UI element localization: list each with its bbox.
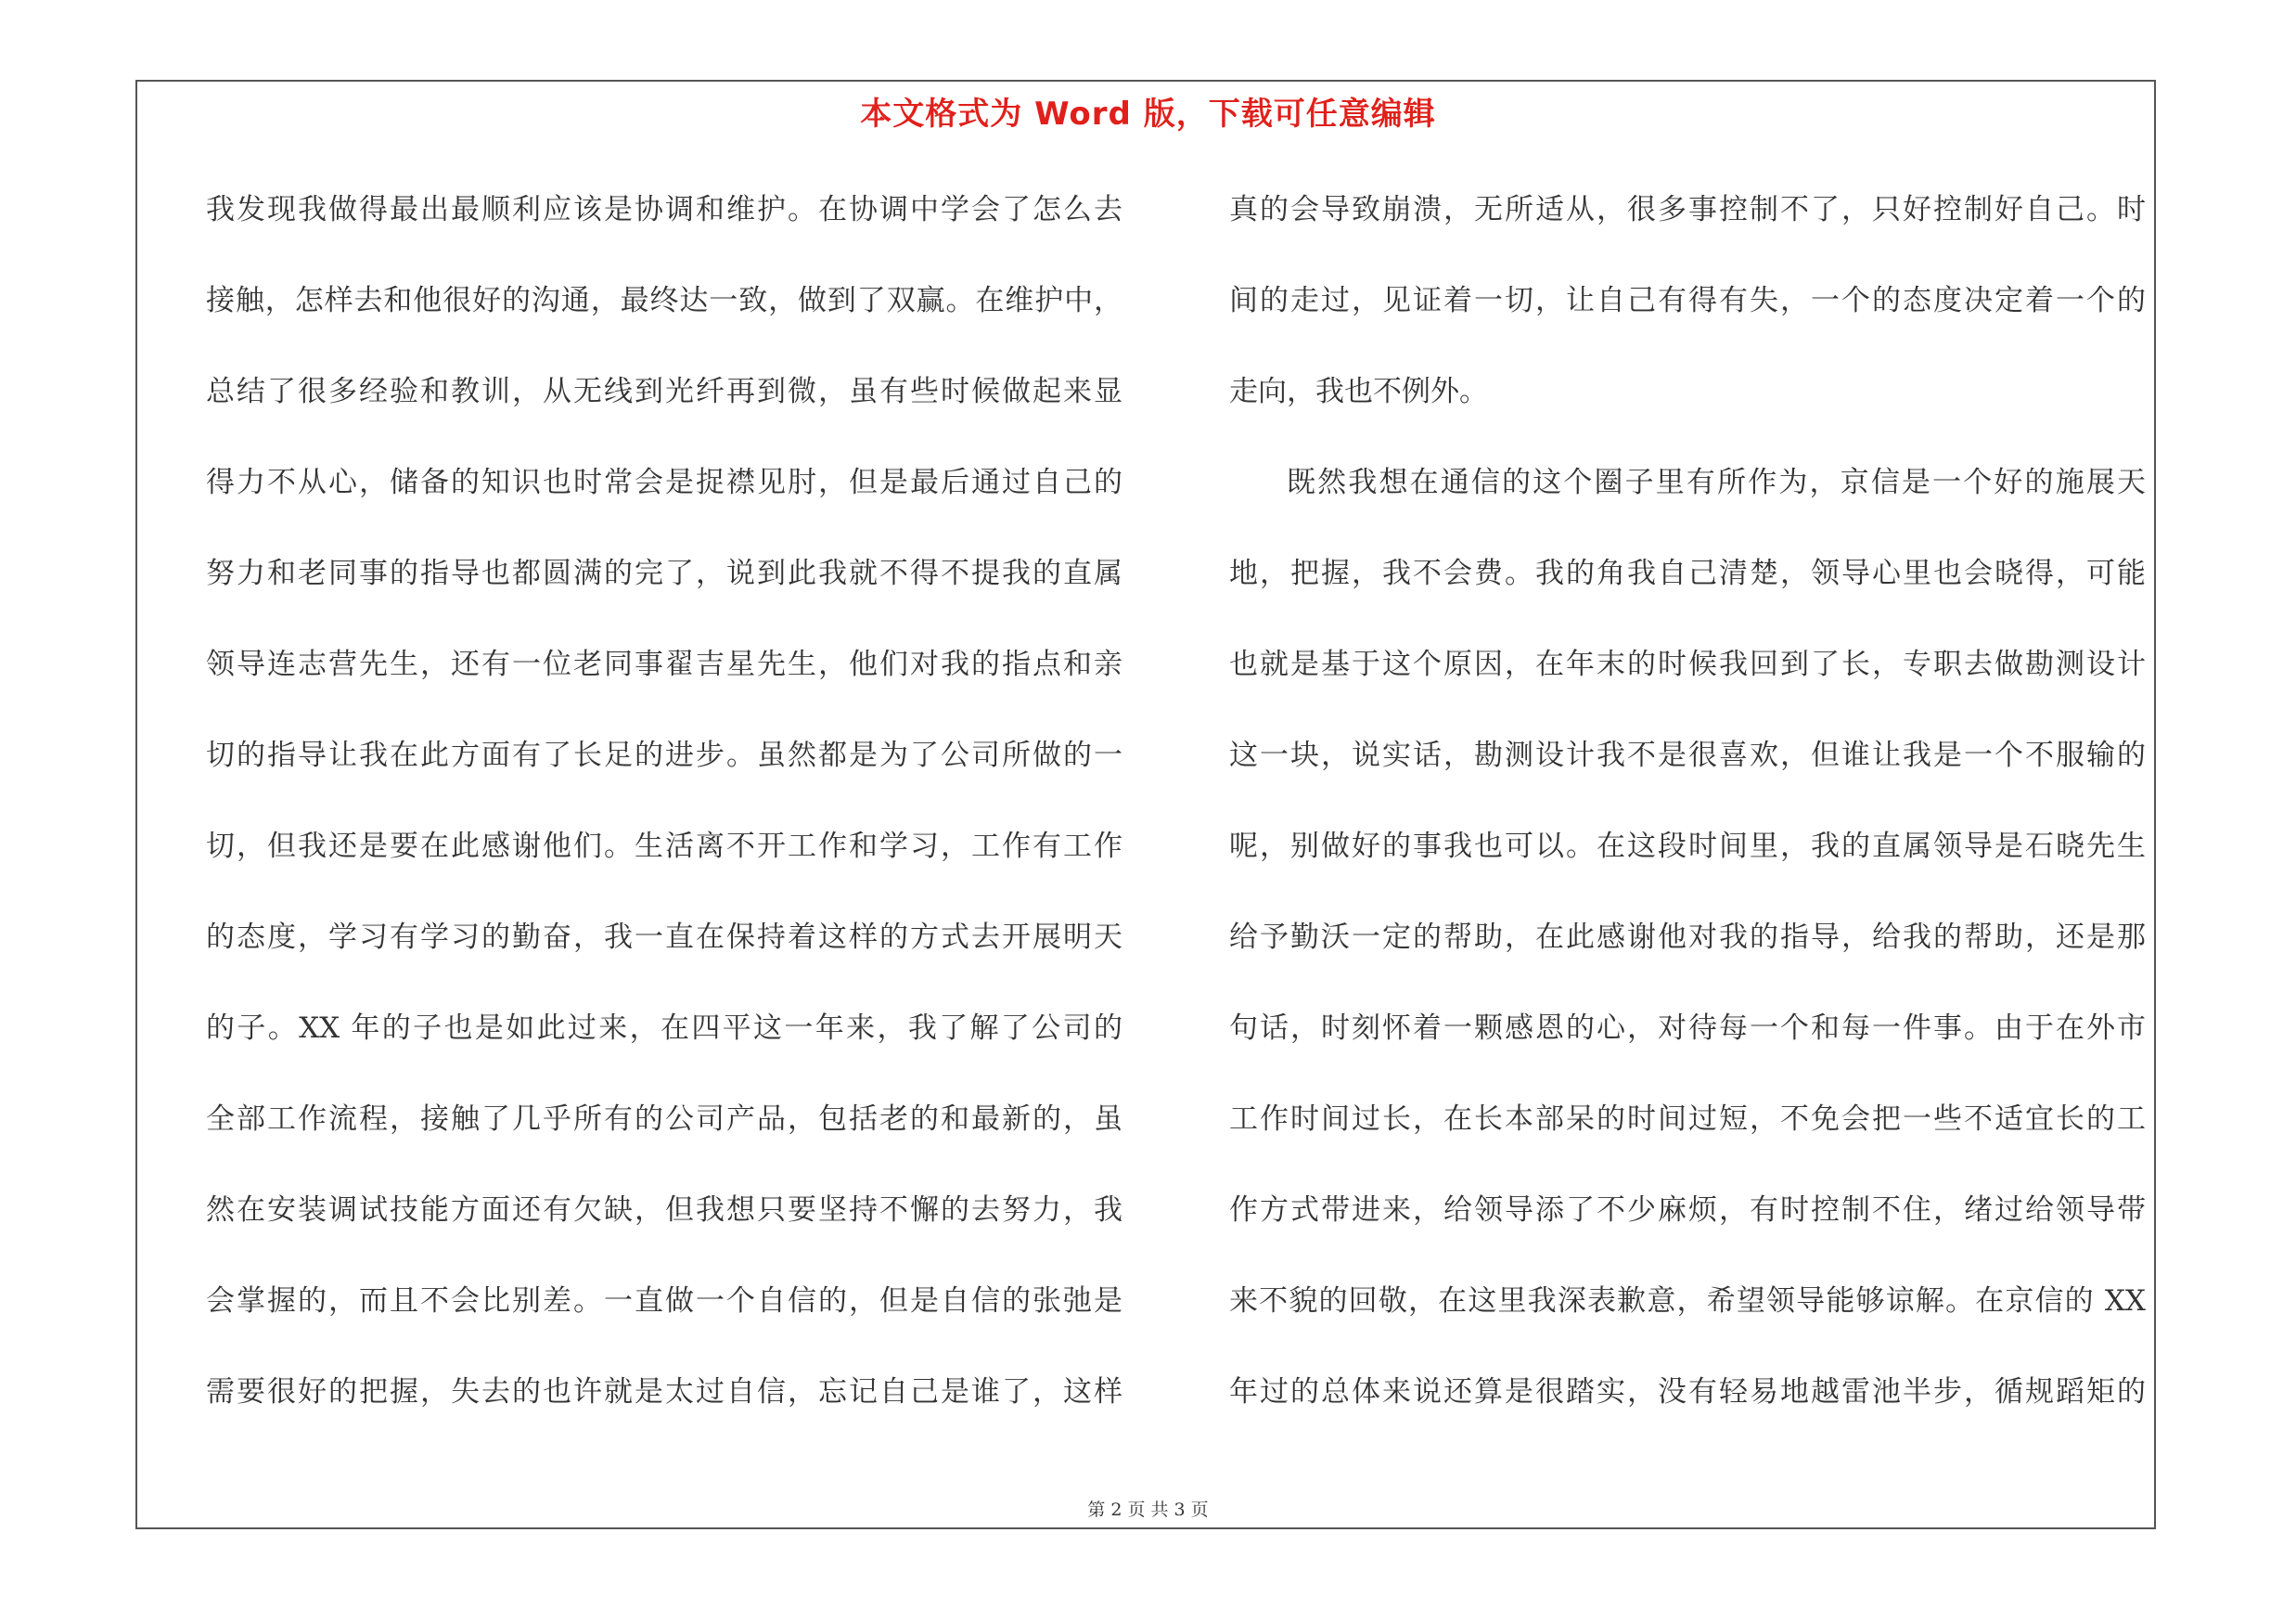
- text-line: 呢，别做好的事我也可以。在这段时间里，我的直属领导是石晓先生: [1229, 830, 2146, 863]
- text-line: 工作时间过长，在长本部呆的时间过短，不免会把一些不适宜长的工: [1229, 1102, 2146, 1136]
- text-line: 的子。XX 年的子也是如此过来，在四平这一年来，我了解了公司的: [206, 1011, 1122, 1045]
- text-line: 走向，我也不例外。: [1229, 375, 1488, 408]
- text-line: 这一块，说实话，勘测设计我不是很喜欢，但谁让我是一个不服输的: [1229, 739, 2146, 772]
- text-line: 我发现我做得最出最顺利应该是协调和维护。在协调中学会了怎么去: [206, 193, 1122, 226]
- left-column: [206, 182, 1122, 1455]
- text-line: 间的走过，见证着一切，让自己有得有失，一个的态度决定着一个的: [1229, 284, 2146, 317]
- text-line: 年过的总体来说还算是很踏实，没有轻易地越雷池半步，循规蹈矩的: [1229, 1375, 2146, 1409]
- text-line: 努力和老同事的指导也都圆满的完了，说到此我就不得不提我的直属: [206, 557, 1122, 590]
- text-line: 全部工作流程，接触了几乎所有的公司产品，包括老的和最新的，虽: [206, 1102, 1122, 1136]
- text-line: 来不貌的回敬，在这里我深表歉意，希望领导能够谅解。在京信的 XX: [1229, 1284, 2146, 1318]
- text-line: 既然我想在通信的这个圈子里有所作为，京信是一个好的施展天: [1287, 466, 2146, 499]
- page-number-footer: 第 2 页 共 3 页: [1087, 1500, 1209, 1520]
- header-banner: 本文格式为 Word 版，下载可任意编辑: [860, 96, 1436, 133]
- text-line: 领导连志营先生，还有一位老同事翟吉星先生，他们对我的指点和亲: [206, 648, 1122, 681]
- text-line: 切的指导让我在此方面有了长足的进步。虽然都是为了公司所做的一: [206, 739, 1122, 772]
- text-line: 然在安装调试技能方面还有欠缺，但我想只要坚持不懈的去努力，我: [206, 1193, 1122, 1227]
- text-line: 真的会导致崩溃，无所适从，很多事控制不了，只好控制好自己。时: [1229, 193, 2146, 226]
- text-line: 总结了很多经验和教训，从无线到光纤再到微，虽有些时候做起来显: [206, 375, 1122, 408]
- text-line: 给予勤沃一定的帮助，在此感谢他对我的指导，给我的帮助，还是那: [1229, 921, 2146, 954]
- text-line: 接触，怎样去和他很好的沟通，最终达一致，做到了双赢。在维护中，: [206, 284, 1122, 317]
- text-line: 需要很好的把握，失去的也许就是太过自信，忘记自己是谁了，这样: [206, 1375, 1122, 1409]
- text-line: 会掌握的，而且不会比别差。一直做一个自信的，但是自信的张弛是: [206, 1284, 1122, 1318]
- text-line: 切，但我还是要在此感谢他们。生活离不开工作和学习，工作有工作: [206, 830, 1122, 863]
- text-line: 句话，时刻怀着一颗感恩的心，对待每一个和每一件事。由于在外市: [1229, 1011, 2146, 1045]
- text-line: 的态度，学习有学习的勤奋，我一直在保持着这样的方式去开展明天: [206, 921, 1122, 954]
- text-line: 作方式带进来，给领导添了不少麻烦，有时控制不住，绪过给领导带: [1229, 1193, 2146, 1227]
- right-column: [1229, 182, 2146, 1455]
- text-line: 地，把握，我不会费。我的角我自己清楚，领导心里也会晓得，可能: [1229, 557, 2146, 590]
- text-line: 也就是基于这个原因，在年末的时候我回到了长，专职去做勘测设计: [1229, 648, 2146, 681]
- text-line: 得力不从心，储备的知识也时常会是捉襟见肘，但是最后通过自己的: [206, 466, 1122, 499]
